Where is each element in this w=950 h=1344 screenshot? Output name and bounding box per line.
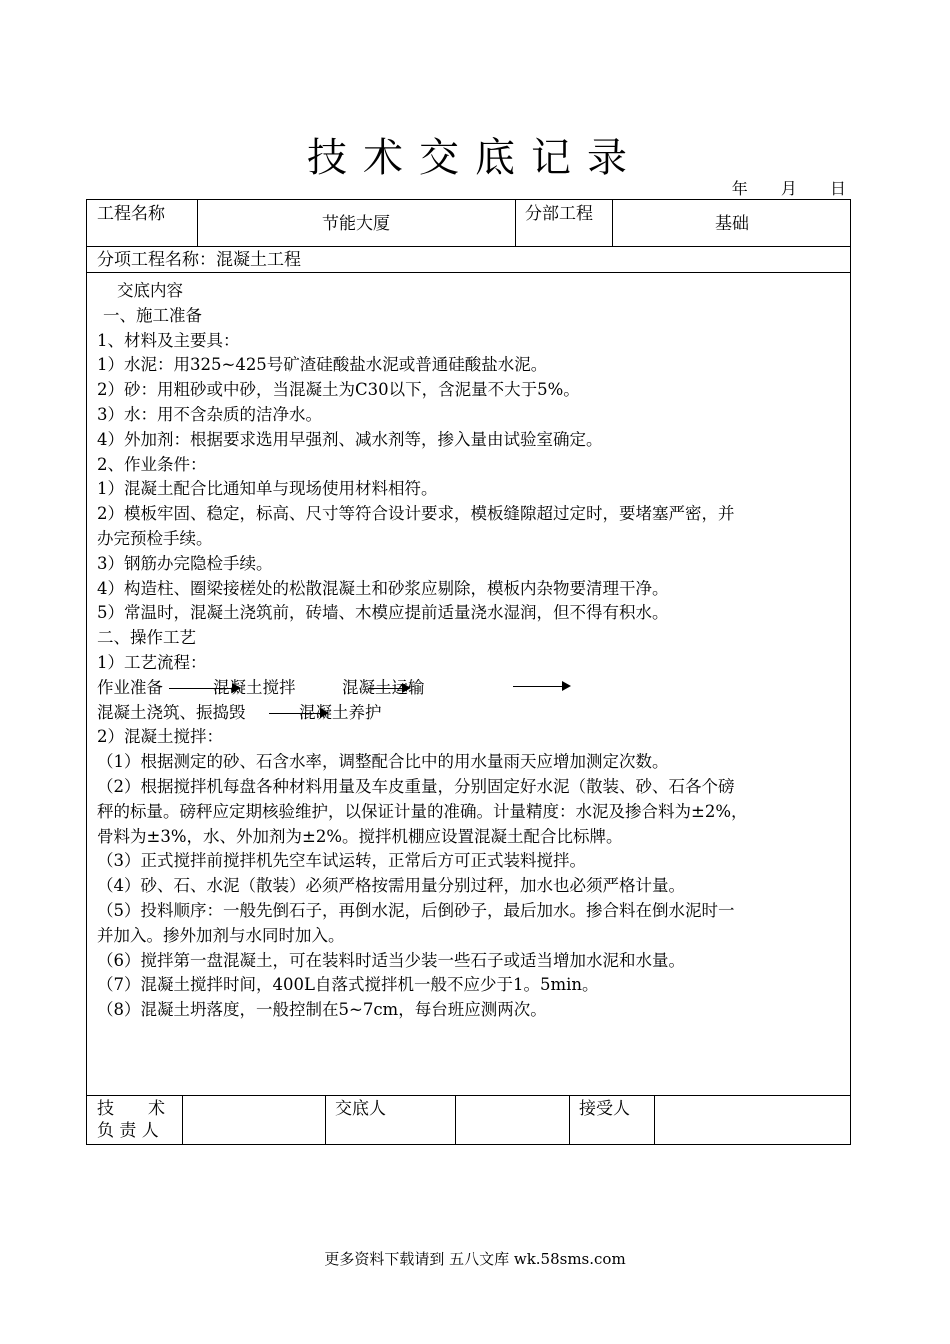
- flow-row-2: [97, 701, 847, 726]
- tech-lead-label-1: 技 术: [97, 1099, 165, 1119]
- content-line: （2）根据搅拌机每盘各种材料用量及车皮重量，分别固定好水泥（散装、砂、石各个磅: [97, 776, 735, 796]
- content-line: 1）混凝土配合比通知单与现场使用材料相符。: [97, 479, 438, 499]
- content-heading: 交底内容: [117, 281, 183, 300]
- content-line: 3）钢筋办完隐检手续。: [97, 553, 273, 573]
- date-row: [704, 176, 846, 199]
- flow-step: 混凝土浇筑、振捣毁: [97, 702, 246, 722]
- date-day: 日: [829, 179, 846, 198]
- content-line: 2、作业条件：: [97, 454, 207, 474]
- receiver-label: 接受人: [579, 1099, 630, 1119]
- footer-link[interactable]: 更多资料下载请到 五八文库 wk.58sms.com: [324, 1250, 626, 1268]
- col-divider: [182, 1095, 183, 1145]
- content-line: 一、施工准备: [103, 305, 202, 325]
- col-divider: [654, 1095, 655, 1145]
- content-line: 办完预检手续。: [97, 528, 213, 548]
- row-divider: [87, 272, 850, 273]
- content-line: （7）混凝土搅拌时间，400L自落式搅拌机一般不应少于1。5min。: [97, 975, 599, 995]
- row-divider: [87, 1095, 850, 1096]
- content-line: （6）搅拌第一盘混凝土，可在装料时适当少装一些石子或适当增加水泥和水量。: [97, 950, 685, 970]
- col-divider: [455, 1095, 456, 1145]
- row-divider: [87, 246, 850, 247]
- flow-step: 混凝土养护: [299, 702, 382, 722]
- record-table: [86, 199, 851, 1145]
- item-project-name: 分项工程名称：混凝土工程: [97, 250, 301, 270]
- flow-step: 混凝土运输: [342, 677, 425, 697]
- content-line: （8）混凝土坍落度，一般控制在5~7cm，每台班应测两次。: [97, 1000, 547, 1020]
- flow-step: 作业准备: [97, 677, 163, 697]
- content-line: 秤的标量。磅秤应定期核验维护，以保证计量的准确。计量精度：水泥及掺合料为±2%，: [97, 801, 748, 821]
- content-line: 2）模板牢固、稳定，标高、尺寸等符合设计要求，模板缝隙超过定时，要堵塞严密，并: [97, 504, 735, 524]
- content-line: （3）正式搅拌前搅拌机先空车试运转，正常后方可正式装料搅拌。: [97, 851, 586, 871]
- col-divider: [325, 1095, 326, 1145]
- content-line: 并加入。掺外加剂与水同时加入。: [97, 925, 345, 945]
- date-month: 月: [780, 179, 797, 198]
- flow-arrow: [513, 686, 569, 687]
- content-line: （1）根据测定的砂、石含水率，调整配合比中的用水量雨天应增加测定次数。: [97, 752, 669, 772]
- content-line: （5）投料顺序：一般先倒石子，再倒水泥，后倒砂子，最后加水。掺合料在倒水泥时一: [97, 900, 735, 920]
- flow-step: 混凝土搅拌: [213, 677, 296, 697]
- tech-lead-label-2: 负 责 人: [97, 1121, 159, 1141]
- content-body: [97, 279, 847, 1023]
- col-divider: [515, 200, 516, 246]
- project-name-label: 工程名称: [97, 204, 165, 224]
- flow-arrow: [369, 688, 409, 689]
- project-name-value: 节能大厦: [322, 214, 390, 234]
- content-line: 4）构造柱、圈梁接槎处的松散混凝土和砂浆应剔除，模板内杂物要清理干净。: [97, 578, 669, 598]
- content-line: （4）砂、石、水泥（散装）必须严格按需用量分别过秤，加水也必须严格计量。: [97, 876, 685, 896]
- content-line: 3）水：用不含杂质的洁净水。: [97, 404, 322, 424]
- sub-project-value: 基础: [715, 214, 749, 234]
- content-line: 2）混凝土搅拌：: [97, 727, 223, 747]
- date-year: 年: [731, 179, 748, 198]
- content-line: 4）外加剂：根据要求选用早强剂、减水剂等，掺入量由试验室确定。: [97, 429, 603, 449]
- content-line: 1）水泥：用325~425号矿渣硅酸盐水泥或普通硅酸盐水泥。: [97, 355, 548, 375]
- content-line: 1）工艺流程：: [97, 652, 207, 672]
- content-line: 2）砂：用粗砂或中砂，当混凝土为C30以下，含泥量不大于5%。: [97, 380, 580, 400]
- sub-project-label: 分部工程: [525, 204, 593, 224]
- col-divider: [569, 1095, 570, 1145]
- page-title: 技术交底记录: [307, 135, 643, 181]
- flow-row-1: [97, 676, 847, 701]
- content-line: 5）常温时，混凝土浇筑前，砖墙、木模应提前适量浇水湿润，但不得有积水。: [97, 603, 669, 623]
- presenter-label: 交底人: [335, 1099, 386, 1119]
- content-line: 1、材料及主要具：: [97, 330, 240, 350]
- content-line: 二、操作工艺: [97, 628, 196, 648]
- content-line: 骨料为±3%，水、外加剂为±2%。搅拌机棚应设置混凝土配合比标牌。: [97, 826, 623, 846]
